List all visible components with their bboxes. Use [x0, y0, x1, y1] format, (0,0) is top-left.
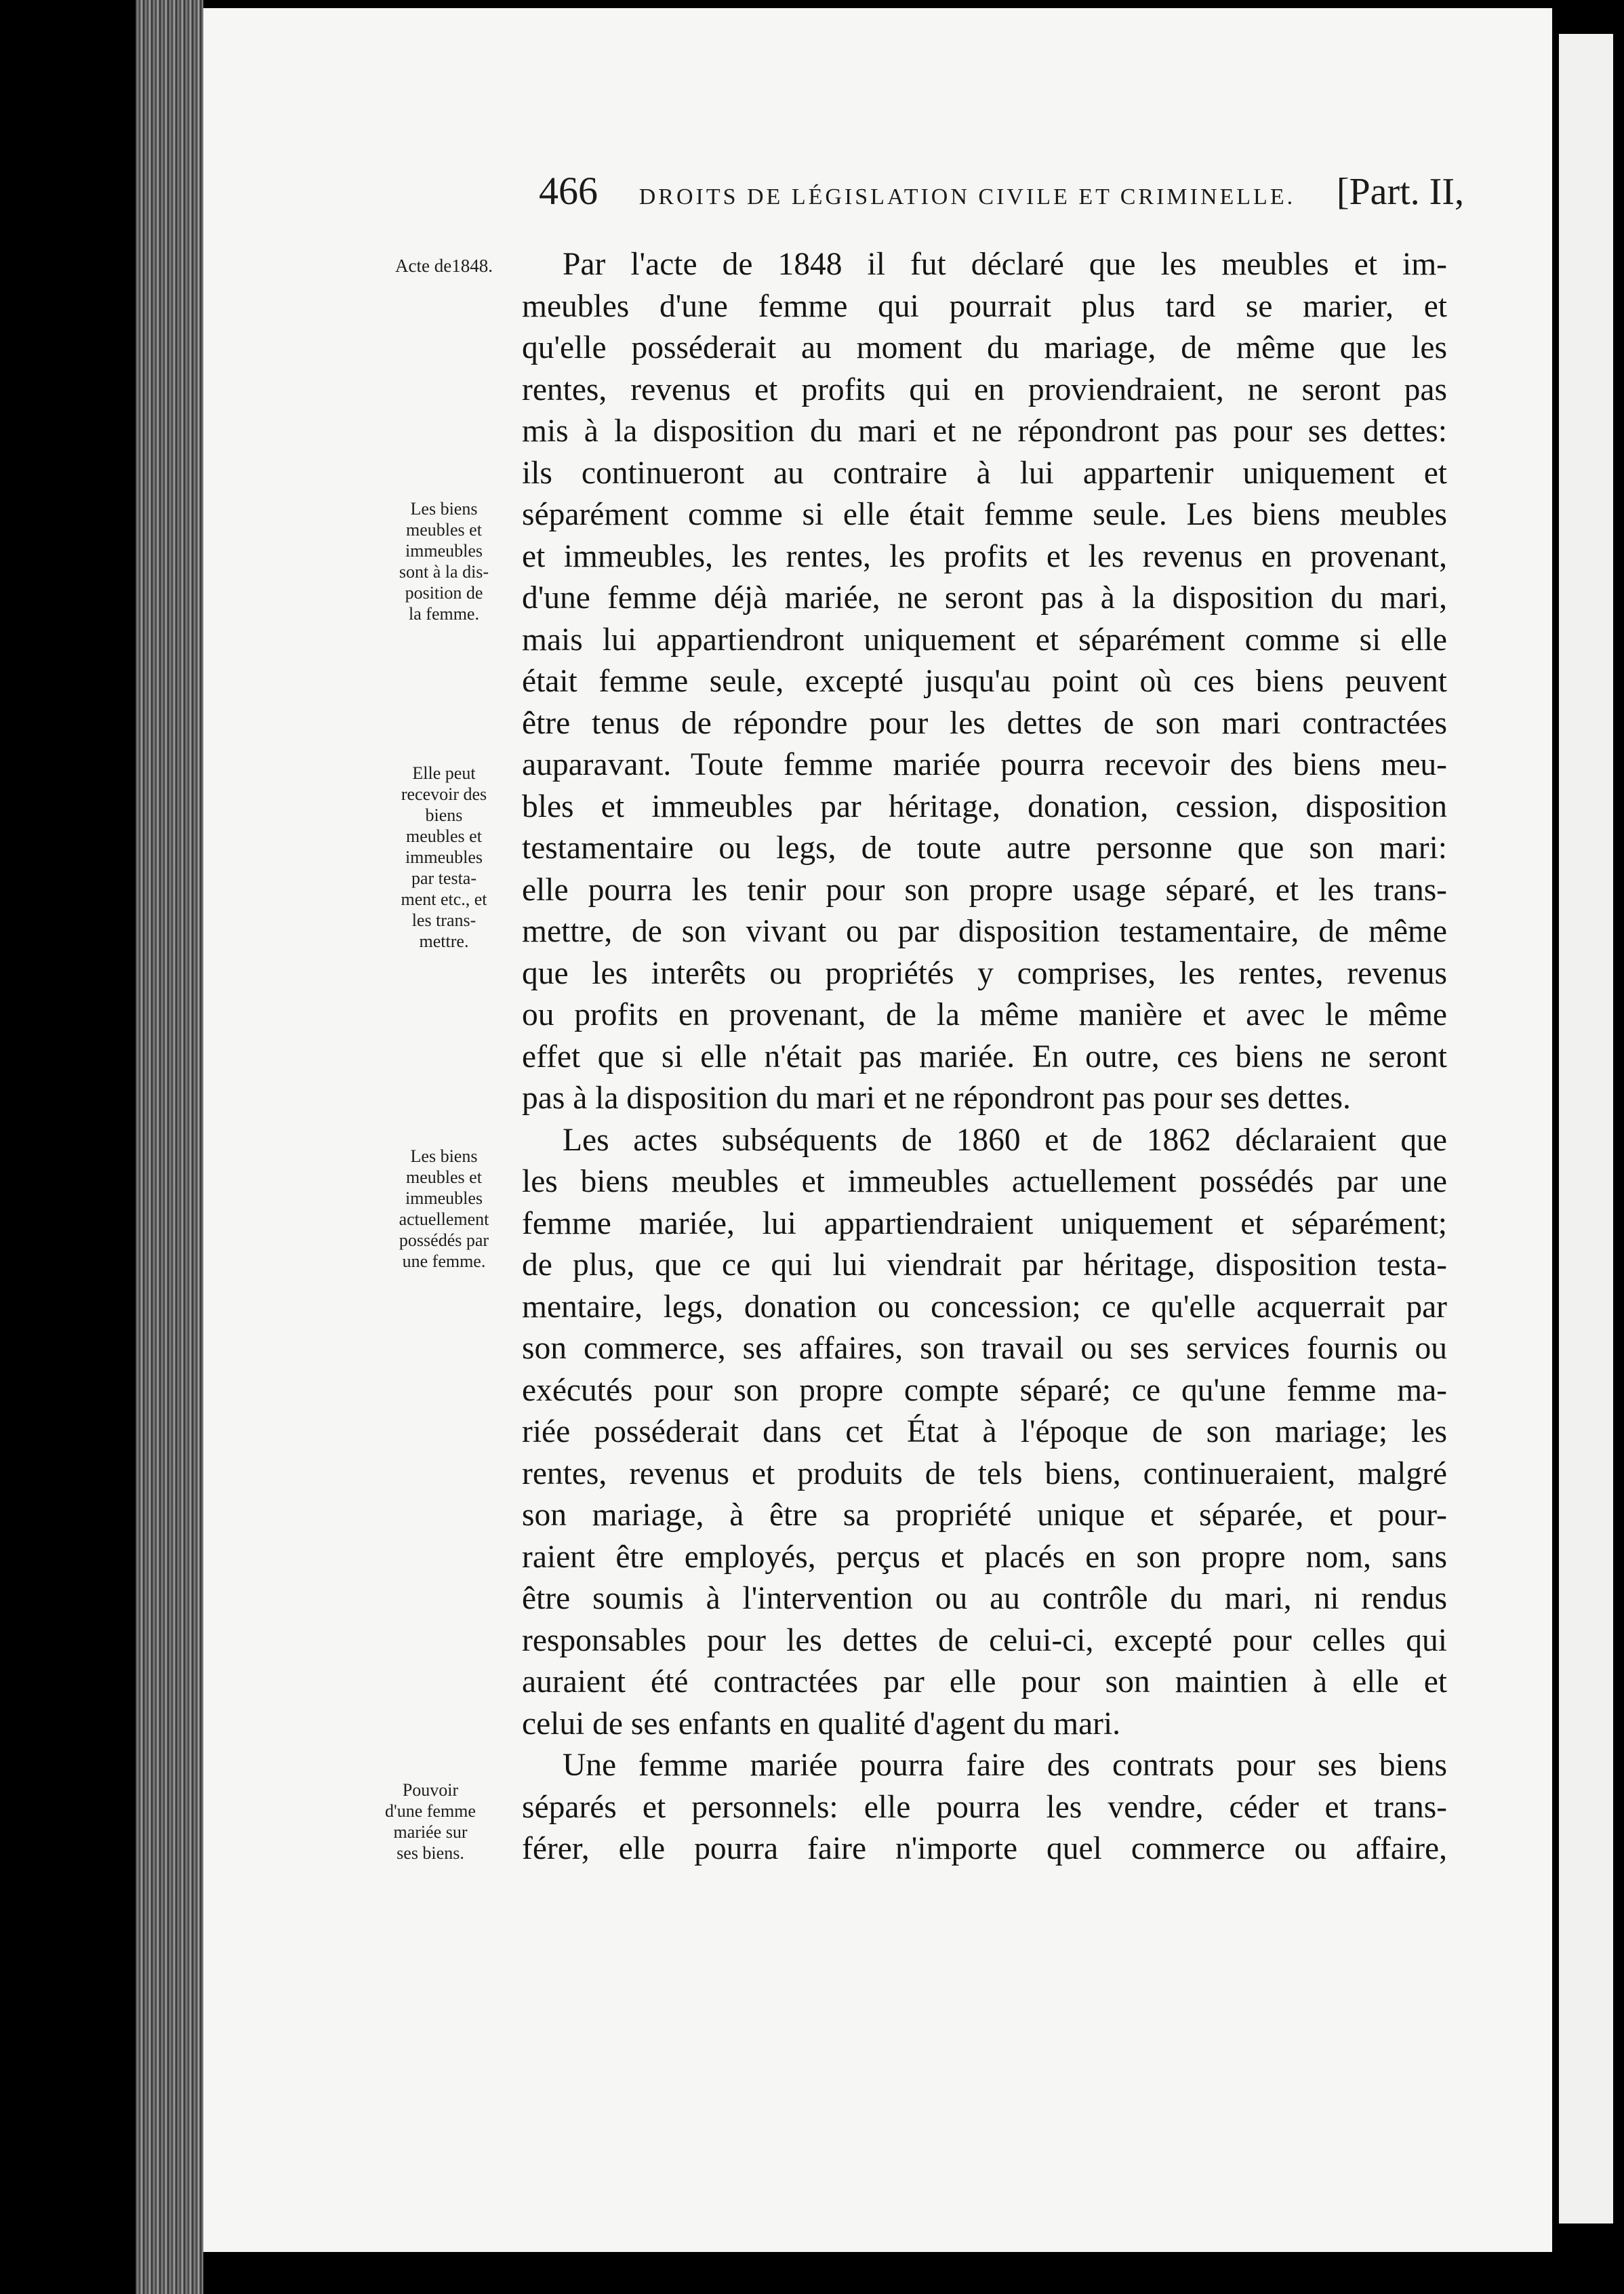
body-text [522, 244, 1447, 1870]
text-line: pas à la disposition du mari et ne répondront pas pour ses dettes. [522, 1081, 1351, 1116]
text-line: qu'elle posséderait au moment du mariage, de même que les [522, 330, 1447, 365]
running-head [539, 168, 1464, 222]
margin-note-recevoir-biens [376, 763, 512, 952]
text-line: mais lui appartiendront uniquement et séparément comme si elle [522, 622, 1447, 658]
text-line: femme mariée, lui appartiendraient uniquement et séparément; [522, 1205, 1447, 1241]
margin-note-line: Elle peut [412, 763, 476, 783]
text-line: exécutés pour son propre compte séparé; ce qu'une femme ma- [522, 1372, 1447, 1408]
text-line: responsables pour les dettes de celui-ci, excepté pour celles qui [522, 1622, 1447, 1658]
text-line: séparément comme si elle était femme seule. Les biens meubles [522, 497, 1447, 532]
margin-note-line: possédés par [399, 1230, 489, 1250]
margin-note-line: immeubles [405, 1188, 483, 1208]
facing-page-edge [1559, 34, 1613, 2223]
text-line: était femme seule, excepté jusqu'au point où ces biens peuvent [522, 664, 1447, 699]
text-line: rentes, revenus et profits qui en proviendraient, ne seront pas [522, 371, 1447, 407]
text-line: Une femme mariée pourra faire des contrats pour ses biens [563, 1748, 1447, 1783]
text-line: férer, elle pourra faire n'importe quel commerce ou affaire, [522, 1831, 1447, 1866]
text-line: son commerce, ses affaires, son travail ou ses services fournis ou [522, 1331, 1447, 1366]
text-line: meubles d'une femme qui pourrait plus tard se marier, et [522, 288, 1447, 324]
margin-note-line: mettre. [419, 931, 469, 951]
margin-note-line: biens [425, 805, 463, 825]
margin-note-line: position de [405, 583, 483, 603]
text-line: celui de ses enfants en qualité d'agent du mari. [522, 1706, 1121, 1742]
margin-note-pouvoir-femme [363, 1779, 498, 1864]
margin-note-line: ment etc., et [401, 889, 487, 909]
text-line: de plus, que ce qui lui viendrait par héritage, disposition testa- [522, 1247, 1447, 1283]
margin-note-line: une femme. [402, 1251, 486, 1271]
text-line: Les actes subséquents de 1860 et de 1862 déclaraient que [563, 1122, 1447, 1158]
text-line: et immeubles, les rentes, les profits et les revenus en provenant, [522, 538, 1447, 574]
text-line: riée posséderait dans cet État à l'époque de son mariage; les [522, 1414, 1447, 1449]
text-line: d'une femme déjà mariée, ne seront pas à la disposition du mari, [522, 580, 1447, 616]
margin-note-line: mariée sur [393, 1822, 468, 1842]
margin-note-line: Les biens [410, 1146, 478, 1166]
margin-note-line: d'une femme [385, 1801, 476, 1821]
text-line: bles et immeubles par héritage, donation, cession, disposition [522, 788, 1447, 824]
text-line: être soumis à l'intervention ou au contrôle du mari, ni rendus [522, 1581, 1447, 1616]
part-indicator: [Part. II, [1336, 171, 1464, 213]
margin-note-line: ses biens. [397, 1843, 464, 1863]
margin-note-line: sont à la dis- [399, 562, 489, 582]
text-line: Par l'acte de 1848 il fut déclaré que les meubles et im- [563, 247, 1447, 282]
text-line: testamentaire ou legs, de toute autre personne que son mari: [522, 830, 1447, 866]
margin-note-line: Acte de1848. [395, 256, 493, 276]
text-line: rentes, revenus et produits de tels biens, continueraient, malgré [522, 1455, 1447, 1491]
text-line: raient être employés, perçus et placés en son propre nom, sans [522, 1539, 1447, 1575]
text-line: auraient été contractées par elle pour son maintien à elle et [522, 1664, 1447, 1699]
margin-note-line: immeubles [405, 541, 483, 561]
text-line: mis à la disposition du mari et ne répondront pas pour ses dettes: [522, 414, 1447, 449]
text-line: mentaire, legs, donation ou concession; ce qu'elle acquerrait par [522, 1289, 1447, 1325]
margin-note-line: immeubles [405, 847, 483, 867]
margin-note-line: meubles et [406, 520, 482, 540]
text-line: effet que si elle n'était pas mariée. En outre, ces biens ne seront [522, 1039, 1447, 1074]
text-line: les biens meubles et immeubles actuellement possédés par une [522, 1164, 1447, 1199]
margin-note-line: recevoir des [401, 784, 487, 804]
text-line: être tenus de répondre pour les dettes de son mari contractées [522, 705, 1447, 741]
margin-note-biens-disposition [376, 498, 512, 624]
margin-note-line: les trans- [411, 910, 476, 930]
page-number: 466 [539, 169, 598, 213]
text-line: séparés et personnels: elle pourra les vendre, céder et trans- [522, 1789, 1447, 1825]
margin-note-line: actuellement [399, 1209, 489, 1229]
margin-note-line: meubles et [406, 826, 482, 846]
margin-note-biens-possedes [376, 1146, 512, 1272]
text-line: mettre, de son vivant ou par disposition testamentaire, de même [522, 914, 1447, 949]
book-page-edges [136, 0, 203, 2294]
text-line: ils continueront au contraire à lui appartenir uniquement et [522, 455, 1447, 491]
margin-note-line: la femme. [409, 604, 479, 624]
text-line: elle pourra les tenir pour son propre usage séparé, et les trans- [522, 872, 1447, 908]
margin-note-line: meubles et [406, 1167, 482, 1187]
margin-note-line: Les biens [410, 499, 478, 519]
margin-note-acte-1848 [376, 256, 512, 277]
margin-note-line: Pouvoir [402, 1780, 459, 1800]
text-line: que les interêts ou propriétés y comprises, les rentes, revenus [522, 955, 1447, 991]
margin-note-line: par testa- [411, 868, 476, 888]
text-line: ou profits en provenant, de la même manière et avec le même [522, 997, 1447, 1032]
text-line: auparavant. Toute femme mariée pourra recevoir des biens meu- [522, 747, 1447, 782]
text-line: son mariage, à être sa propriété unique et séparée, et pour- [522, 1497, 1447, 1533]
running-title: DROITS DE LÉGISLATION CIVILE ET CRIMINELLE. [638, 184, 1296, 209]
